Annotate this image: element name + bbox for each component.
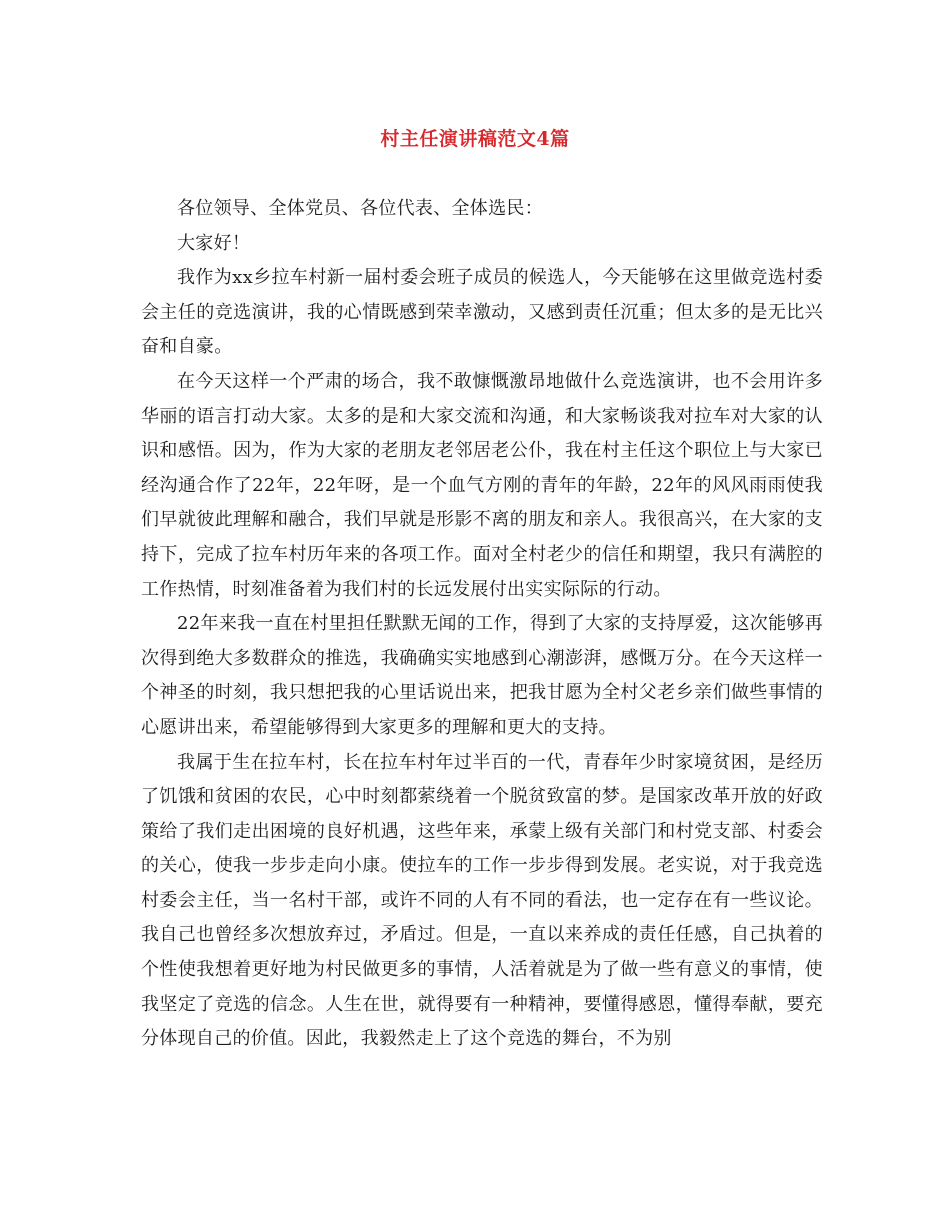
body-paragraph: 在今天这样一个严肃的场合，我不敢慷慨激昂地做什么竞选演讲，也不会用许多华丽的语言打动大家。太多的是和大家交流和沟通，和大家畅谈我对拉车对大家的认识和感悟。因为，作为大家的老朋友老邻居老公仆，我在村主任这个职位上与大家已经沟通合作了22年，22年呀，是一个血气方刚的青年的年龄，22年的风风雨雨使我们早就彼此理解和融合，我们早就是形影不离的朋友和亲人。我很高兴，在大家的支持下，完成了拉车村历年来的各项工作。面对全村老少的信任和期望，我只有满腔的工作热情，时刻准备着为我们村的长远发展付出实实际际的行动。 <box>141 370 823 600</box>
document-body <box>141 192 823 1057</box>
greeting-paragraph: 大家好！ <box>177 232 251 254</box>
body-paragraph: 我作为xx乡拉车村新一届村委会班子成员的候选人，今天能够在这里做竞选村委会主任的竞选演讲，我的心情既感到荣幸激动，又感到责任沉重；但太多的是无比兴奋和自豪。 <box>141 267 823 358</box>
salutation-paragraph: 各位领导、全体党员、各位代表、全体选民： <box>177 198 543 219</box>
document-title: 村主任演讲稿范文4篇 <box>380 128 570 150</box>
body-paragraph: 我属于生在拉车村，长在拉车村年过半百的一代，青春年少时家境贫困，是经历了饥饿和贫困的农民，心中时刻都萦绕着一个脱贫致富的梦。是国家改革开放的好政策给了我们走出困境的良好机遇，这些年来，承蒙上级有关部门和村党支部、村委会的关心，使我一步步走向小康。使拉车的工作一步步得到发展。老实说，对于我竞选村委会主任，当一名村干部，或许不同的人有不同的看法，也一定存在有一些议论。我自己也曾经多次想放弃过，矛盾过。但是，一直以来养成的责任任感，自己执着的个性使我想着更好地为村民做更多的事情，人活着就是为了做一些有意义的事情，使我坚定了竞选的信念。人生在世，就得要有一种精神，要懂得感恩，懂得奉献，要充分体现自己的价值。因此，我毅然走上了这个竞选的舞台，不为别 <box>141 751 823 1050</box>
body-paragraph: 22年来我一直在村里担任默默无闻的工作，得到了大家的支持厚爱，这次能够再次得到绝大多数群众的推选，我确确实实地感到心潮澎湃，感慨万分。在今天这样一个神圣的时刻，我只想把我的心里话说出来，把我甘愿为全村父老乡亲们做些事情的心愿讲出来，希望能够得到大家更多的理解和更大的支持。 <box>141 613 823 738</box>
